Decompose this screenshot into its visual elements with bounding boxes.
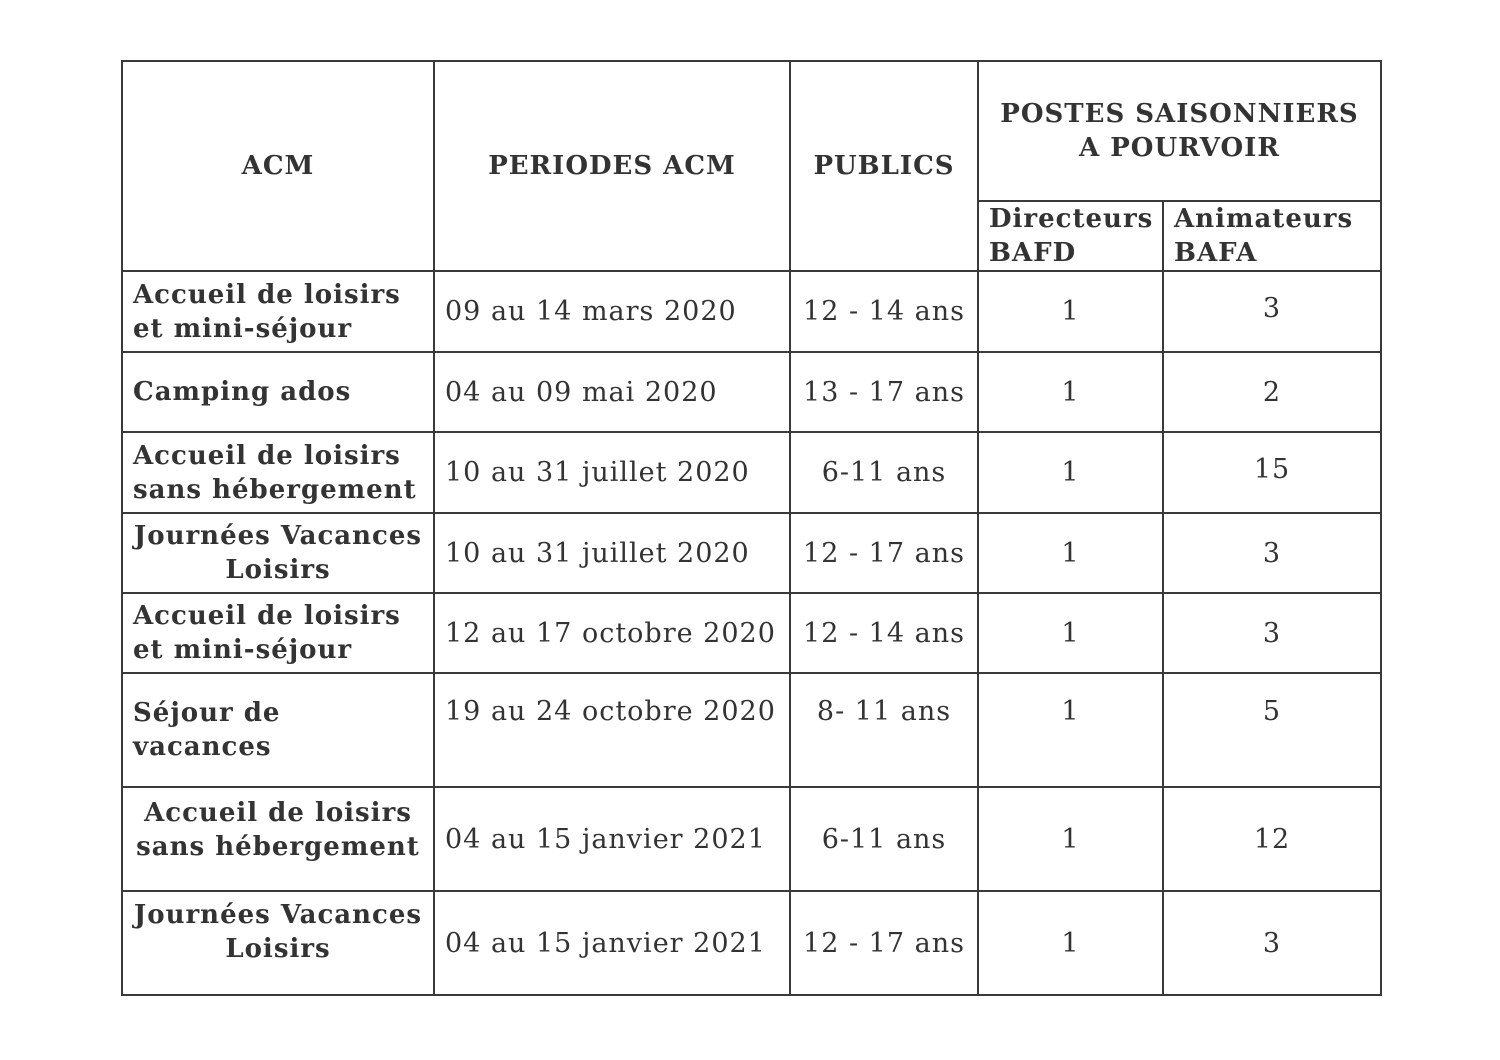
row-acm: Accueil de loisirs et mini-séjour xyxy=(122,271,434,352)
row-animateurs: 3 xyxy=(1163,513,1381,593)
table-row xyxy=(122,787,1381,891)
row-publics: 12 - 17 ans xyxy=(790,513,978,593)
row-periode: 10 au 31 juillet 2020 xyxy=(434,432,790,513)
row-publics: 13 - 17 ans xyxy=(790,352,978,432)
row-acm: Accueil de loisirs sans hébergement xyxy=(122,787,434,891)
row-publics: 12 - 14 ans xyxy=(790,271,978,352)
row-publics: 12 - 17 ans xyxy=(790,891,978,995)
row-directeurs: 1 xyxy=(978,593,1163,673)
row-periode: 09 au 14 mars 2020 xyxy=(434,271,790,352)
row-directeurs: 1 xyxy=(978,787,1163,891)
table-row xyxy=(122,513,1381,593)
row-directeurs: 1 xyxy=(978,432,1163,513)
row-acm: Camping ados xyxy=(122,352,434,432)
table-row xyxy=(122,673,1381,787)
table-row xyxy=(122,891,1381,995)
row-animateurs: 12 xyxy=(1163,787,1381,891)
table-row xyxy=(122,432,1381,513)
row-animateurs: 3 xyxy=(1163,271,1381,352)
row-acm: Séjour de vacances xyxy=(122,673,434,787)
row-animateurs: 3 xyxy=(1163,891,1381,995)
row-publics: 6-11 ans xyxy=(790,432,978,513)
row-periode: 12 au 17 octobre 2020 xyxy=(434,593,790,673)
row-directeurs: 1 xyxy=(978,271,1163,352)
row-periode: 10 au 31 juillet 2020 xyxy=(434,513,790,593)
row-periode: 19 au 24 octobre 2020 xyxy=(434,673,790,787)
row-animateurs: 2 xyxy=(1163,352,1381,432)
row-directeurs: 1 xyxy=(978,352,1163,432)
header-acm: ACM xyxy=(122,61,434,271)
row-acm: Journées Vacances Loisirs xyxy=(122,891,434,995)
acm-table xyxy=(121,60,1382,996)
header-periodes: PERIODES ACM xyxy=(434,61,790,271)
row-directeurs: 1 xyxy=(978,513,1163,593)
row-animateurs: 5 xyxy=(1163,673,1381,787)
table-row xyxy=(122,593,1381,673)
row-directeurs: 1 xyxy=(978,891,1163,995)
row-directeurs: 1 xyxy=(978,673,1163,787)
row-acm: Journées Vacances Loisirs xyxy=(122,513,434,593)
header-directeurs: Directeurs BAFD xyxy=(978,201,1163,271)
header-publics: PUBLICS xyxy=(790,61,978,271)
row-acm: Accueil de loisirs et mini-séjour xyxy=(122,593,434,673)
header-postes: POSTES SAISONNIERS A POURVOIR xyxy=(978,61,1381,201)
row-publics: 8- 11 ans xyxy=(790,673,978,787)
row-publics: 12 - 14 ans xyxy=(790,593,978,673)
row-publics: 6-11 ans xyxy=(790,787,978,891)
header-animateurs: Animateurs BAFA xyxy=(1163,201,1381,271)
table-row xyxy=(122,271,1381,352)
row-periode: 04 au 15 janvier 2021 xyxy=(434,787,790,891)
table-row xyxy=(122,352,1381,432)
row-periode: 04 au 09 mai 2020 xyxy=(434,352,790,432)
header-row xyxy=(122,61,1381,201)
row-periode: 04 au 15 janvier 2021 xyxy=(434,891,790,995)
row-animateurs: 3 xyxy=(1163,593,1381,673)
row-acm: Accueil de loisirs sans hébergement xyxy=(122,432,434,513)
row-animateurs: 15 xyxy=(1163,432,1381,513)
